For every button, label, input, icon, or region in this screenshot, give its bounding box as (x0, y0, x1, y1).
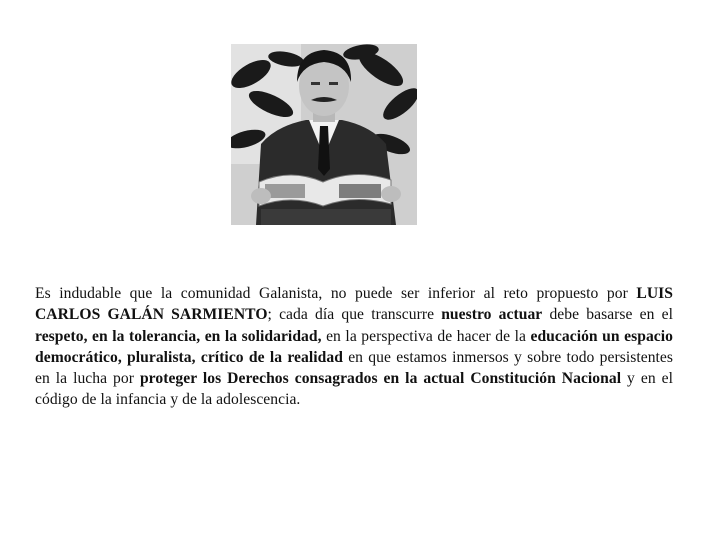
body-paragraph (35, 283, 673, 411)
bold-phrase: respeto, en la tolerancia, (35, 327, 201, 345)
bold-phrase: proteger los Derechos consagrados en la actual Constitución Nacional (139, 370, 622, 388)
paragraph-text: en que estamos inmersos y sobre todo persistentes en la lucha por (35, 348, 674, 388)
paragraph-text: ; cada día que transcurre (267, 306, 442, 324)
paragraph-text: y en el código de la infancia y de la adolescencia. (35, 370, 673, 409)
paragraph-text: Es indudable que la comunidad Galanista, no puede ser inferior al reto propuesto por (35, 285, 637, 302)
paragraph-text: en la perspectiva de hacer de la (321, 327, 531, 345)
bold-phrase: en la solidaridad, (204, 327, 322, 345)
portrait-photo (231, 44, 417, 225)
portrait-illustration (231, 44, 417, 225)
bold-phrase: educación un espacio democrático, pluralista, crítico de la realidad (35, 327, 673, 366)
paragraph-text: debe basarse en el (542, 306, 674, 324)
bold-name: LUIS CARLOS GALÁN SARMIENTO (35, 285, 673, 324)
bold-phrase: nuestro actuar (441, 306, 543, 324)
